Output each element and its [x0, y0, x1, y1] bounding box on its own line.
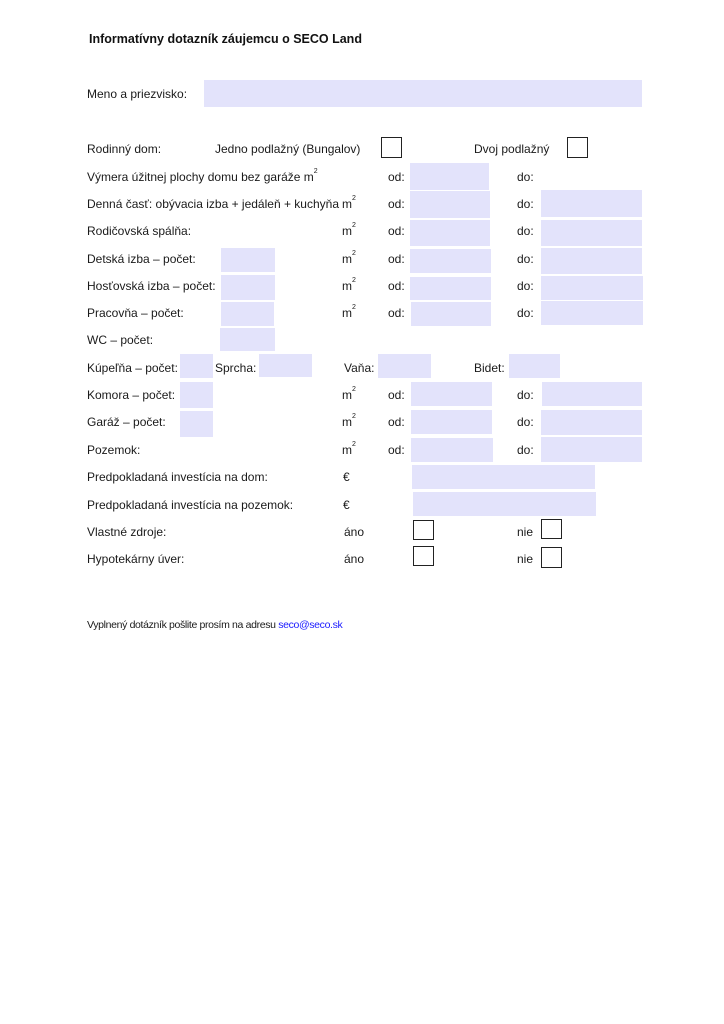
m-text: m: [342, 443, 352, 457]
bidet-field[interactable]: [509, 354, 560, 378]
office-count-field[interactable]: [221, 302, 274, 326]
euro-unit: €: [343, 498, 350, 512]
m-text: m: [342, 279, 352, 293]
land-to-field[interactable]: [541, 437, 642, 462]
house-type-label: Rodinný dom:: [87, 142, 162, 156]
house-investment-label: Predpokladaná investícia na dom:: [87, 470, 268, 484]
m2-unit: [342, 414, 356, 430]
page-title: Informatívny dotazník záujemcu o SECO Land: [89, 32, 362, 46]
single-storey-checkbox[interactable]: [381, 137, 402, 158]
from-label: od:: [388, 443, 405, 457]
from-label: od:: [388, 197, 405, 211]
parents-bedroom-label: Rodičovská spálňa:: [87, 224, 192, 238]
day-area-from-field[interactable]: [410, 191, 490, 218]
superscript: 2: [352, 413, 356, 420]
kids-room-from-field[interactable]: [410, 249, 491, 273]
wc-label: WC – počet:: [87, 333, 154, 347]
to-label: do:: [517, 279, 534, 293]
to-label: do:: [517, 306, 534, 320]
m2-unit: [342, 305, 356, 321]
from-label: od:: [388, 415, 405, 429]
from-label: od:: [388, 170, 405, 184]
kids-room-to-field[interactable]: [541, 248, 642, 274]
kids-room-count-field[interactable]: [221, 248, 275, 272]
mortgage-label: Hypotekárny úver:: [87, 552, 185, 566]
guest-room-count-field[interactable]: [221, 275, 275, 300]
office-from-field[interactable]: [411, 302, 491, 326]
tub-label: Vaňa:: [344, 361, 375, 375]
email-link[interactable]: seco@seco.sk: [278, 619, 343, 631]
two-storey-label: Dvoj podlažný: [474, 142, 550, 156]
own-funds-no-checkbox[interactable]: [541, 519, 562, 539]
m-text: m: [342, 252, 352, 266]
to-label: do:: [517, 224, 534, 238]
area-label: [87, 169, 318, 185]
guest-room-to-field[interactable]: [541, 276, 643, 300]
parents-bedroom-from-field[interactable]: [410, 220, 490, 246]
m-text: m: [342, 306, 352, 320]
superscript: 2: [352, 304, 356, 311]
superscript: 2: [352, 222, 356, 229]
m-text: m: [342, 197, 352, 211]
day-area-to-field[interactable]: [541, 190, 642, 217]
land-from-field[interactable]: [411, 438, 493, 462]
footer-text: Vyplnený dotázník pošlite prosím na adresu: [87, 619, 279, 631]
footer-note: [87, 619, 342, 631]
garage-to-field[interactable]: [541, 410, 642, 435]
to-label: do:: [517, 197, 534, 211]
to-label: do:: [517, 388, 534, 402]
to-label: do:: [517, 170, 534, 184]
to-label: do:: [517, 443, 534, 457]
superscript: 2: [352, 195, 356, 202]
from-label: od:: [388, 279, 405, 293]
tub-field[interactable]: [378, 354, 431, 378]
office-to-field[interactable]: [541, 301, 643, 325]
land-investment-field[interactable]: [413, 492, 596, 516]
garage-label: Garáž – počet:: [87, 415, 166, 429]
storage-from-field[interactable]: [411, 382, 492, 406]
m2-unit: [342, 442, 356, 458]
mortgage-yes-checkbox[interactable]: [413, 546, 434, 566]
m2-unit: [342, 387, 356, 403]
from-label: od:: [388, 306, 405, 320]
from-label: od:: [388, 252, 405, 266]
bidet-label: Bidet:: [474, 361, 505, 375]
area-from-field[interactable]: [410, 163, 489, 190]
guest-room-label: Hosťovská izba – počet:: [87, 279, 216, 293]
shower-field[interactable]: [259, 354, 312, 377]
garage-count-field[interactable]: [180, 411, 213, 437]
kids-room-label: Detská izba – počet:: [87, 252, 196, 266]
office-label: Pracovňa – počet:: [87, 306, 184, 320]
superscript: 2: [313, 168, 318, 175]
bathroom-label: Kúpeľňa – počet:: [87, 361, 178, 375]
garage-from-field[interactable]: [411, 410, 492, 434]
superscript: 2: [352, 441, 356, 448]
m-text: m: [342, 415, 352, 429]
name-field[interactable]: [204, 80, 642, 107]
m2-unit: [342, 196, 356, 212]
from-label: od:: [388, 388, 405, 402]
mortgage-no-checkbox[interactable]: [541, 547, 562, 568]
storage-count-field[interactable]: [180, 382, 213, 408]
guest-room-from-field[interactable]: [410, 277, 491, 300]
storage-to-field[interactable]: [542, 382, 642, 406]
superscript: 2: [352, 386, 356, 393]
day-area-label: Denná časť: obývacia izba + jedáleň + kuchyňa: [87, 197, 339, 211]
m2-unit: [342, 223, 356, 239]
wc-count-field[interactable]: [220, 328, 275, 351]
storage-label: Komora – počet:: [87, 388, 176, 402]
to-label: do:: [517, 415, 534, 429]
single-storey-label: Jedno podlažný (Bungalov): [215, 142, 361, 156]
no-label: nie: [517, 525, 534, 539]
m2-unit: [342, 278, 356, 294]
land-label: Pozemok:: [87, 443, 141, 457]
to-label: do:: [517, 252, 534, 266]
m-text: m: [342, 224, 352, 238]
bathroom-count-field[interactable]: [180, 354, 213, 378]
superscript: 2: [352, 277, 356, 284]
shower-label: Sprcha:: [215, 361, 257, 375]
parents-bedroom-to-field[interactable]: [541, 220, 642, 246]
name-label: Meno a priezvisko:: [87, 87, 188, 101]
yes-label: áno: [344, 552, 365, 566]
no-label: nie: [517, 552, 534, 566]
own-funds-yes-checkbox[interactable]: [413, 520, 434, 540]
m2-unit: [342, 251, 356, 267]
yes-label: áno: [344, 525, 365, 539]
superscript: 2: [352, 250, 356, 257]
euro-unit: €: [343, 470, 350, 484]
two-storey-checkbox[interactable]: [567, 137, 588, 158]
m-text: m: [342, 388, 352, 402]
land-investment-label: Predpokladaná investícia na pozemok:: [87, 498, 294, 512]
area-label-text: Výmera úžitnej plochy domu bez garáže m: [87, 170, 314, 184]
from-label: od:: [388, 224, 405, 238]
own-funds-label: Vlastné zdroje:: [87, 525, 167, 539]
house-investment-field[interactable]: [412, 465, 595, 489]
